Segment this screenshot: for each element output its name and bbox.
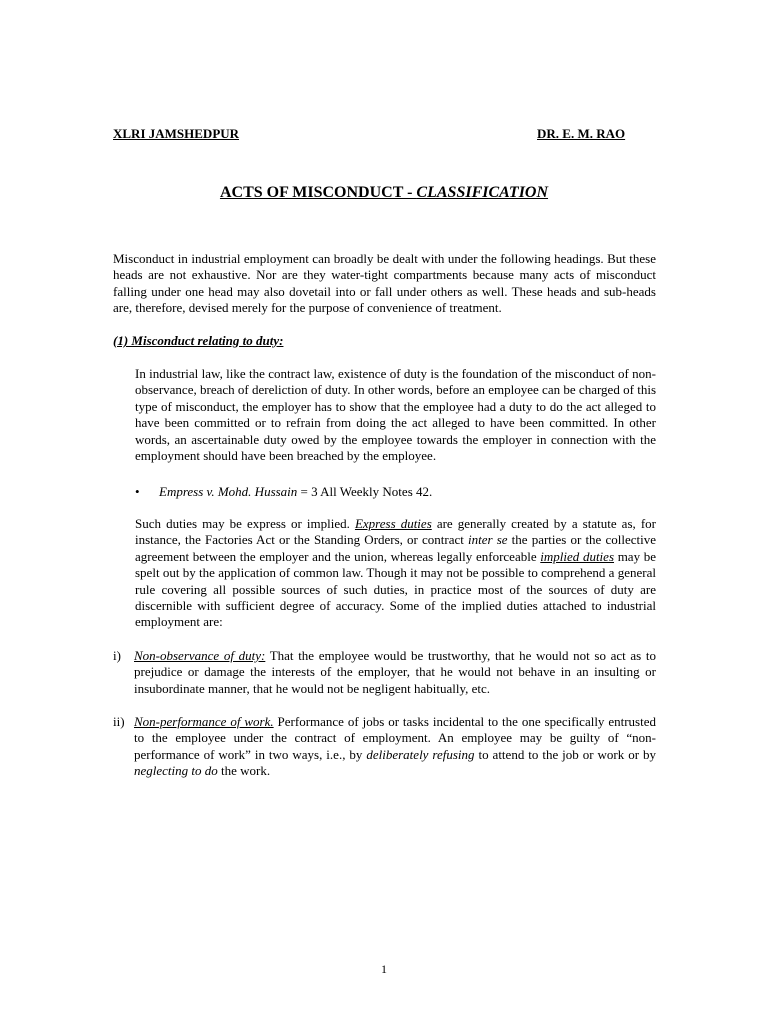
p2-text-3: the parties or the collective agreement between the employer and the union, whereas legally enforceable <box>135 532 656 564</box>
case-citation: = 3 All Weekly Notes 42. <box>297 484 433 499</box>
header-institution: XLRI JAMSHEDPUR <box>113 126 240 141</box>
list-item-text <box>134 714 656 780</box>
list-item-body: That the employee would be trustworthy, that he would not so act as to prejudice or damage the interests of the employer, that he would not behave in an insulting or insubordinate manner, that he would not be negligent habitually, etc. <box>134 648 656 696</box>
title-main: ACTS OF MISCONDUCT - <box>219 184 417 201</box>
list-item-emphasis-a: deliberately refusing <box>366 746 475 762</box>
list-item-term: Non-observance of duty: <box>134 648 266 663</box>
express-duties-term: Express duties <box>354 516 432 531</box>
list-item-term: Non-performance of work. <box>134 714 274 729</box>
list-item <box>113 714 656 780</box>
list-item-body-a: Performance of jobs or tasks incidental to the one specifically entrusted to the employee under the contract of employment. An employee may be guilty of “non-performance of work” in two ways, i.e., by <box>134 714 656 762</box>
p2-text-1: Such duties may be express or implied. <box>135 516 355 531</box>
p2-text-4: may be spelt out by the application of common law. Though it may not be possible to comprehend a general rule covering all possible sources of such duties, in practice most of the sources of duty are discernible with sufficient degree of accuracy. Some of the implied duties attached to industrial employment are: <box>135 548 657 630</box>
document-title <box>0 184 768 202</box>
section-paragraph-2 <box>135 516 656 631</box>
inter-se-term: inter se <box>468 532 508 548</box>
list-item-number: i) <box>113 648 121 663</box>
list-item-body-b: to attend to the job or work or by <box>474 746 656 762</box>
section-heading: (1) Misconduct relating to duty: <box>113 333 284 348</box>
list-item-emphasis-b: neglecting to do <box>134 763 218 779</box>
case-citation-bullet <box>135 484 432 500</box>
section-paragraph-1: In industrial law, like the contract law, existence of duty is the foundation of the misconduct of non-observance, breach of dereliction of duty. In other words, before an employee can be charged of this type of misconduct, the employer has to show that the employee had a duty to do the act alleged to have been committed or to refrain from doing the act alleged to have been committed. In other words, an ascertainable duty owed by the employee towards the employer in connection with the employment should have been breached by the employee. <box>135 366 656 464</box>
list-item-number: ii) <box>113 714 125 729</box>
implied-duties-term: implied duties <box>540 548 615 564</box>
bullet-symbol: • <box>135 484 140 499</box>
header-author: DR. E. M. RAO <box>537 126 626 141</box>
case-name: Empress v. Mohd. Hussain <box>159 484 298 499</box>
p2-text-2: are generally created by a statute as, for instance, the Factories Act or the Standing Orders, or contract <box>135 516 656 548</box>
intro-paragraph: Misconduct in industrial employment can broadly be dealt with under the following headings. But these heads are not exhaustive. Nor are they water-tight compartments because many acts of misconduct falling under one head may also dovetail into or fall under others as well. These heads and sub-heads are, therefore, devised merely for the purpose of convenience of treatment. <box>113 251 656 316</box>
list-item-text <box>134 648 656 697</box>
title-emphasis: CLASSIFICATION <box>416 184 549 201</box>
list-item <box>113 648 656 697</box>
page-number: 1 <box>381 962 387 976</box>
list-item-body-c: the work. <box>217 763 271 779</box>
